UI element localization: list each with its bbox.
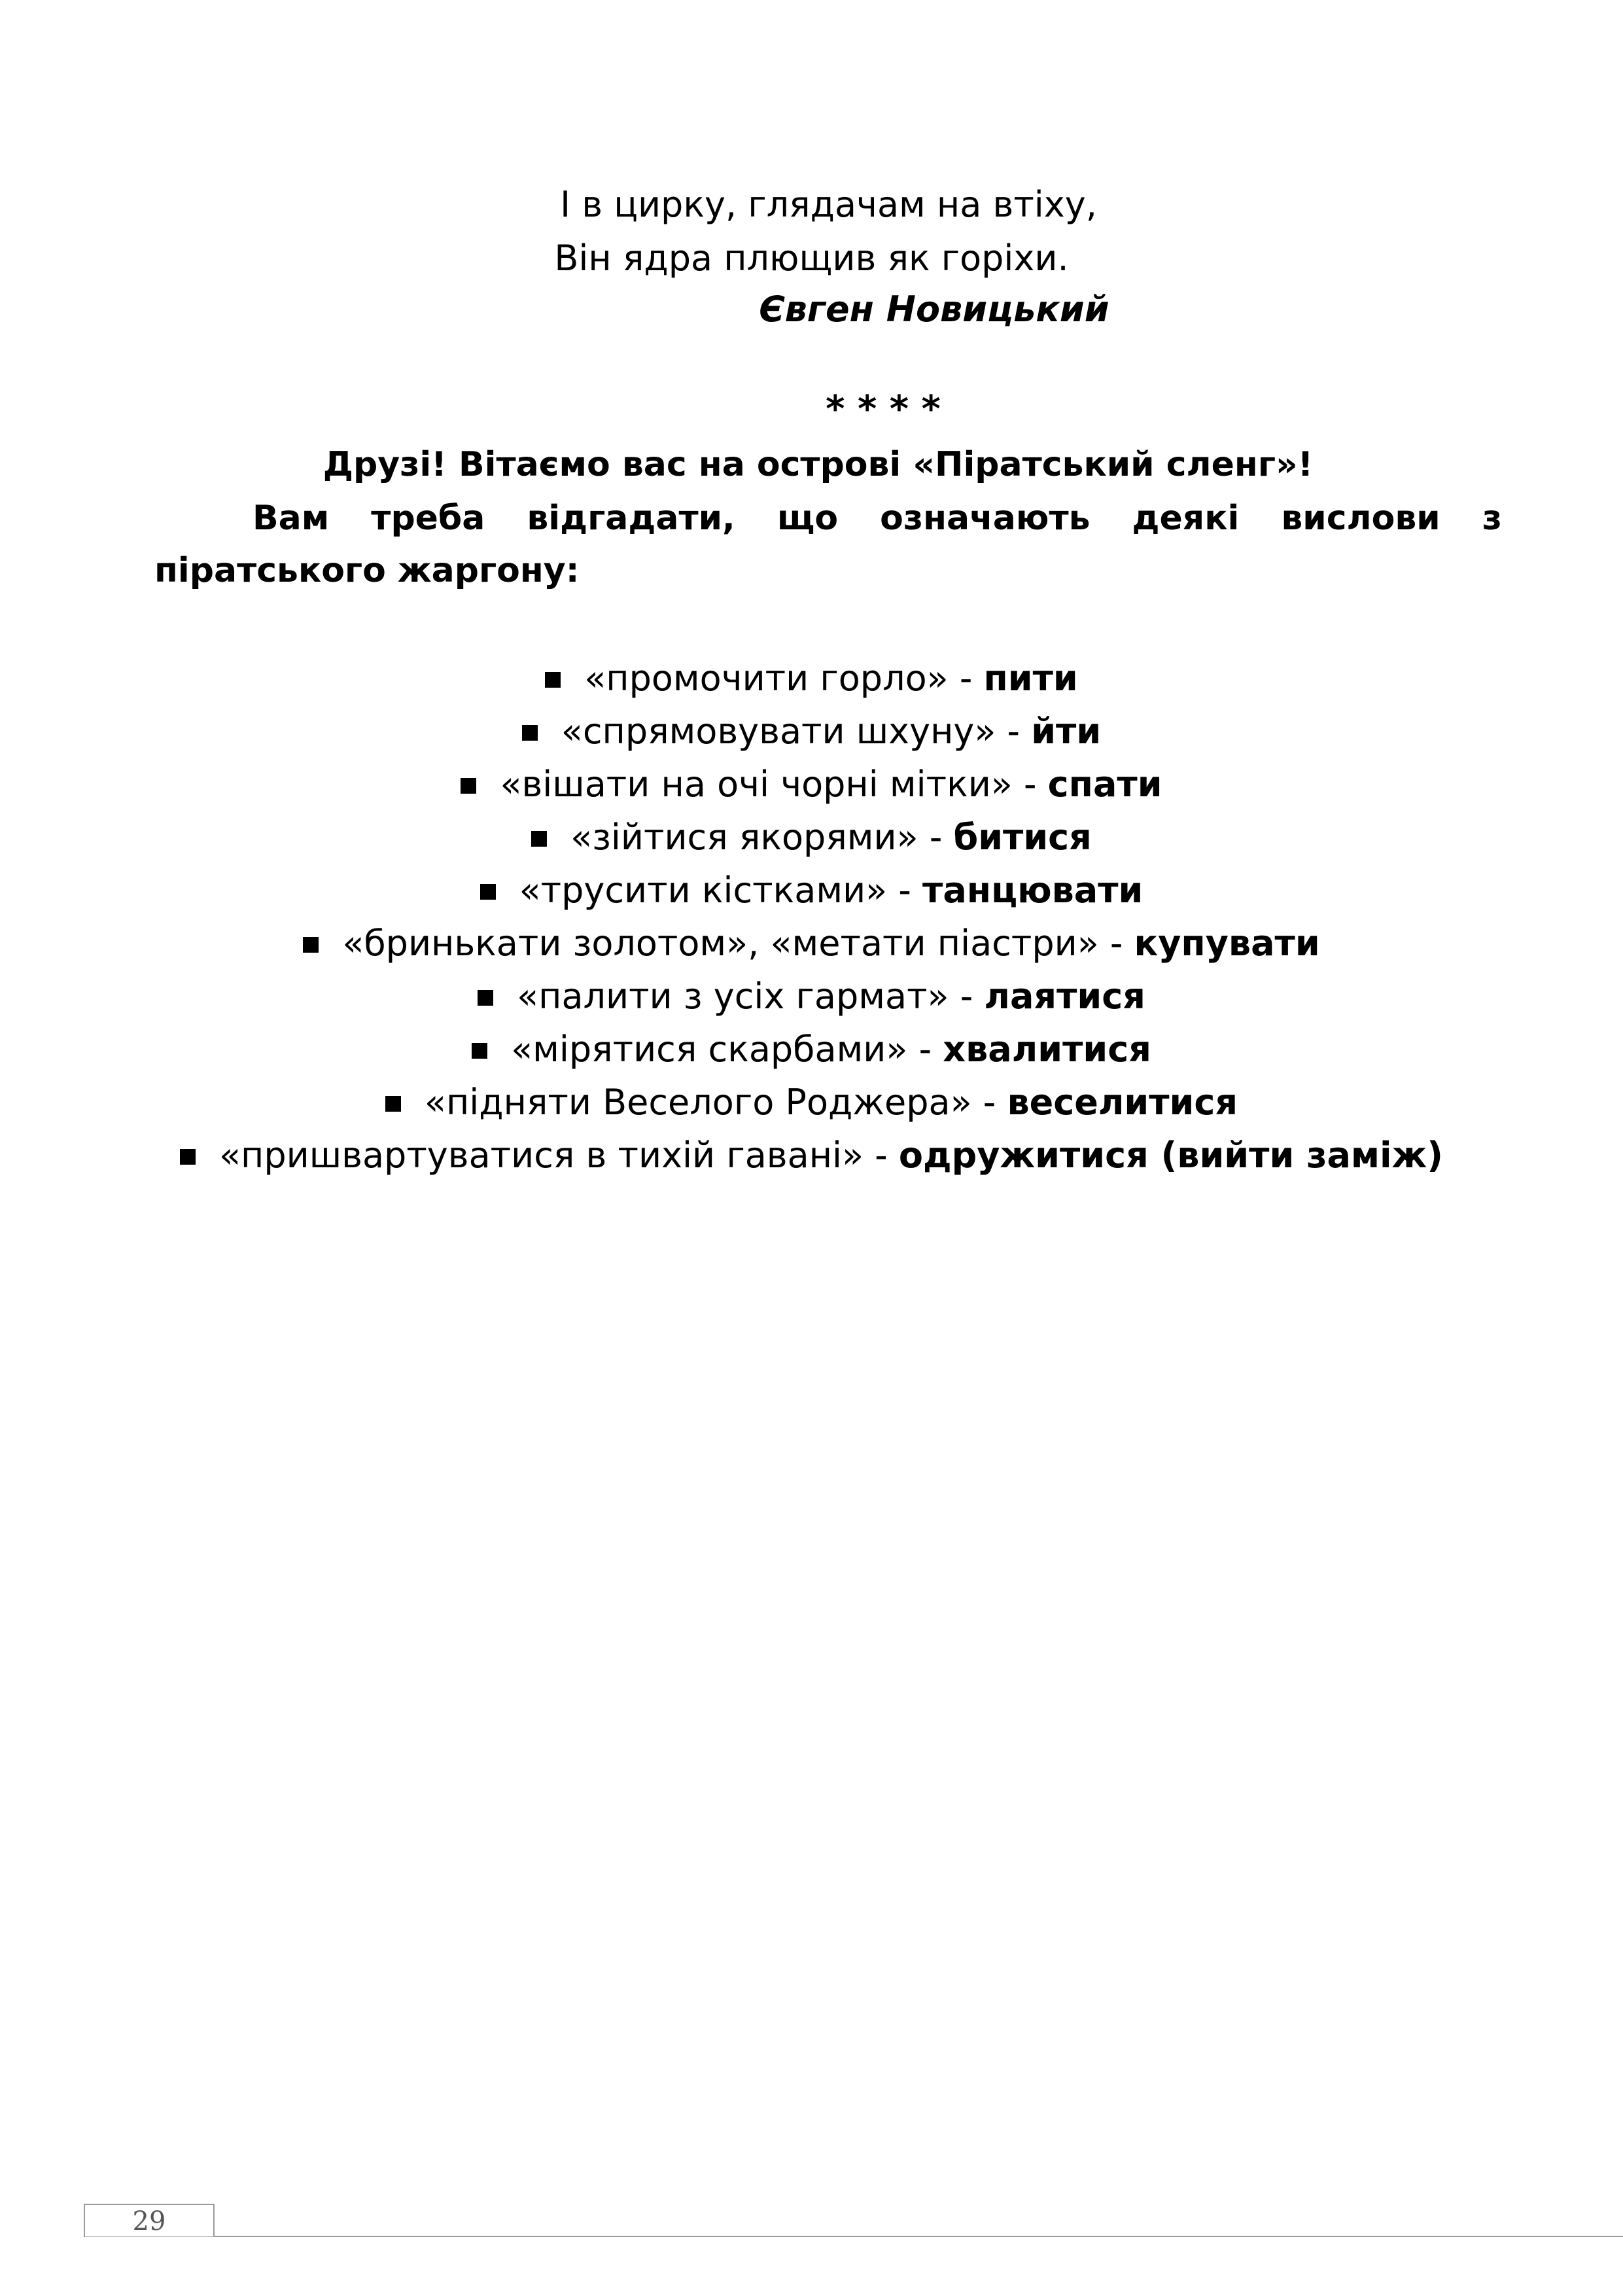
square-bullet-icon: [180, 1149, 196, 1165]
section-separator: * * * *: [826, 388, 941, 431]
slang-phrase: «промочити горло» -: [584, 658, 984, 699]
slang-phrase: «бринькати золотом», «метати піастри» -: [342, 923, 1134, 964]
slang-meaning: танцювати: [922, 870, 1143, 911]
square-bullet-icon: [472, 1043, 487, 1059]
square-bullet-icon: [303, 937, 319, 953]
square-bullet-icon: [522, 725, 538, 741]
list-item: [0, 1023, 1623, 1076]
list-item: [0, 970, 1623, 1023]
slang-meaning: купувати: [1134, 923, 1320, 964]
slang-phrase: «підняти Веселого Роджера» -: [424, 1082, 1007, 1123]
intro-greeting: Друзі! Вітаємо вас на острові «Піратський сленг»!: [323, 445, 1314, 484]
square-bullet-icon: [478, 990, 493, 1006]
slang-meaning: битися: [953, 817, 1092, 858]
slang-meaning: лаятися: [984, 976, 1145, 1017]
list-item: [0, 917, 1623, 970]
slang-phrase: «спрямовувати шхуну» -: [561, 711, 1032, 752]
slang-list: [0, 652, 1623, 1182]
list-item: [0, 864, 1623, 917]
square-bullet-icon: [385, 1096, 401, 1112]
poem-line-2: Він ядра плющив як горіхи.: [554, 238, 1069, 279]
slang-meaning: спати: [1047, 764, 1162, 805]
slang-phrase: «вішати на очі чорні мітки» -: [500, 764, 1048, 805]
square-bullet-icon: [545, 672, 561, 688]
list-item: [0, 1076, 1623, 1129]
slang-phrase: «мірятися скарбами» -: [511, 1029, 943, 1070]
slang-phrase: «пришвартуватися в тихій гавані» -: [219, 1135, 899, 1176]
slang-meaning: веселитися: [1007, 1082, 1238, 1123]
page-number: 29: [84, 2204, 215, 2236]
slang-phrase: «палити з усіх гармат» -: [517, 976, 985, 1017]
list-item: [0, 705, 1623, 758]
square-bullet-icon: [480, 884, 496, 900]
list-item: [0, 758, 1623, 811]
list-item: [0, 652, 1623, 705]
poem-line-1: І в цирку, глядачам на втіху,: [560, 184, 1097, 225]
slang-meaning: одружитися (вийти заміж): [898, 1135, 1443, 1176]
slang-phrase: «зійтися якорями» -: [570, 817, 954, 858]
poem-author: Євген Новицький: [759, 289, 1109, 330]
square-bullet-icon: [461, 778, 476, 794]
intro-task: Вам треба відгадати, що означають деякі вислови з піратського жаргону:: [154, 499, 1502, 590]
square-bullet-icon: [531, 831, 547, 847]
slang-meaning: хвалитися: [943, 1029, 1151, 1070]
list-item: [0, 1129, 1623, 1182]
slang-meaning: пити: [983, 658, 1078, 699]
list-item: [0, 811, 1623, 864]
footer-rule: [84, 2236, 1623, 2237]
slang-meaning: йти: [1031, 711, 1102, 752]
slang-phrase: «трусити кістками» -: [519, 870, 923, 911]
